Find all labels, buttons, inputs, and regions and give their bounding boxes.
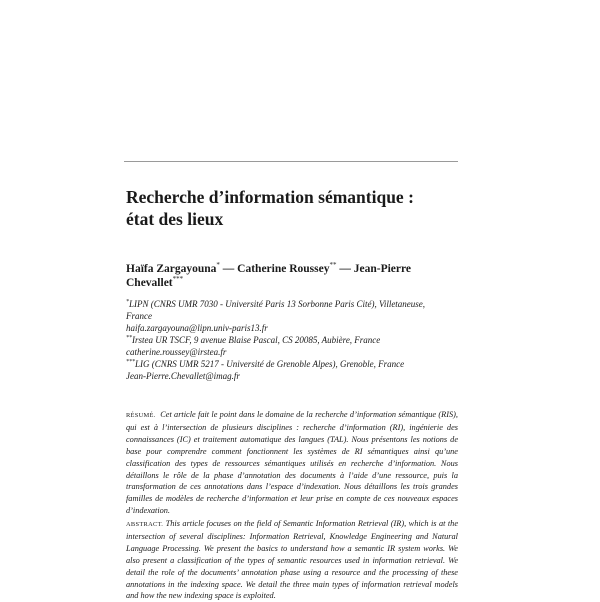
affiliation-mark: * xyxy=(126,299,129,305)
affiliations xyxy=(126,298,458,382)
abstract-label: ABSTRACT. xyxy=(126,521,164,528)
author-name: Haïfa Zargayouna xyxy=(126,263,217,275)
affiliation-mark: ** xyxy=(126,335,132,341)
author-separator: — xyxy=(219,263,238,275)
affiliation-email: catherine.roussey@irstea.fr xyxy=(126,347,227,357)
abstract-english xyxy=(126,518,458,602)
author-list xyxy=(126,262,458,290)
author-name: Jean-Pierre xyxy=(353,263,412,275)
affiliation-line xyxy=(126,358,458,370)
author-separator: — xyxy=(336,263,354,275)
affiliation-email: haifa.zargayouna@lipn.univ-paris13.fr xyxy=(126,323,268,333)
affiliation-line xyxy=(126,298,458,310)
author-mark: * xyxy=(216,261,220,270)
paper-title xyxy=(126,186,456,230)
author-mark: ** xyxy=(329,261,337,270)
title-line-1: Recherche d’information sémantique : xyxy=(126,187,414,207)
author-name: Catherine Roussey xyxy=(237,263,330,275)
abstract-label: RÉSUMÉ. xyxy=(126,412,156,419)
header-rule xyxy=(124,161,458,162)
author-mark: *** xyxy=(172,275,184,284)
title-line-2: état des lieux xyxy=(126,209,224,229)
abstract-french xyxy=(126,409,458,517)
affiliation-text: Irstea UR TSCF, 9 avenue Blaise Pascal, CS 20085, Aubière, France xyxy=(132,335,381,345)
affiliation-text: LIG (CNRS UMR 5217 - Université de Grenoble Alpes), Grenoble, France xyxy=(135,359,405,369)
author-name: Chevallet xyxy=(126,277,173,289)
affiliation-line xyxy=(126,334,458,346)
affiliation-email: Jean-Pierre.Chevallet@imag.fr xyxy=(126,371,240,381)
affiliation-line: France xyxy=(126,311,152,321)
abstract-text: This article focuses on the field of Semantic Information Retrieval (IR), which is at the intersection of several disciplines: Information Retrieval, Knowledge Engineering and Natural Language Processing. We present the basics to understand how a semantic IR system works. We also present a classification of the types of semantic resources used in information retrieval. We detail the role of the documents’ annotation phase using a resource and the processing of these annotations in the indexing space. We detail the three main types of information retrieval models and how the new indexing space is exploited. xyxy=(126,519,458,601)
affiliation-mark: *** xyxy=(126,359,135,365)
abstract-text: Cet article fait le point dans le domaine de la recherche d’information sémantique (RIS), qui est à l’intersection de plusieurs disciplines : recherche d’information (RI), ingénierie des connaissances (IC) et traitement automatique des langues (TAL). Nous présentons les notions de base pour comprendre comment fonctionnent les systèmes de RI sémantiques ainsi qu’une classification des types de ressources sémantiques utilisés en recherche d’information. Nous détaillons le rôle de la phase d’annotation des documents à l’aide d’une ressource, puis la transformation de ces annotations dans l’espace d’indexation. Nous détaillons les trois grandes familles de modèles de recherche d’information et leur prise en compte de ces nouveaux espaces d’indexation. xyxy=(126,410,458,516)
affiliation-text: LIPN (CNRS UMR 7030 - Université Paris 13 Sorbonne Paris Cité), Villetaneuse, xyxy=(129,299,426,309)
